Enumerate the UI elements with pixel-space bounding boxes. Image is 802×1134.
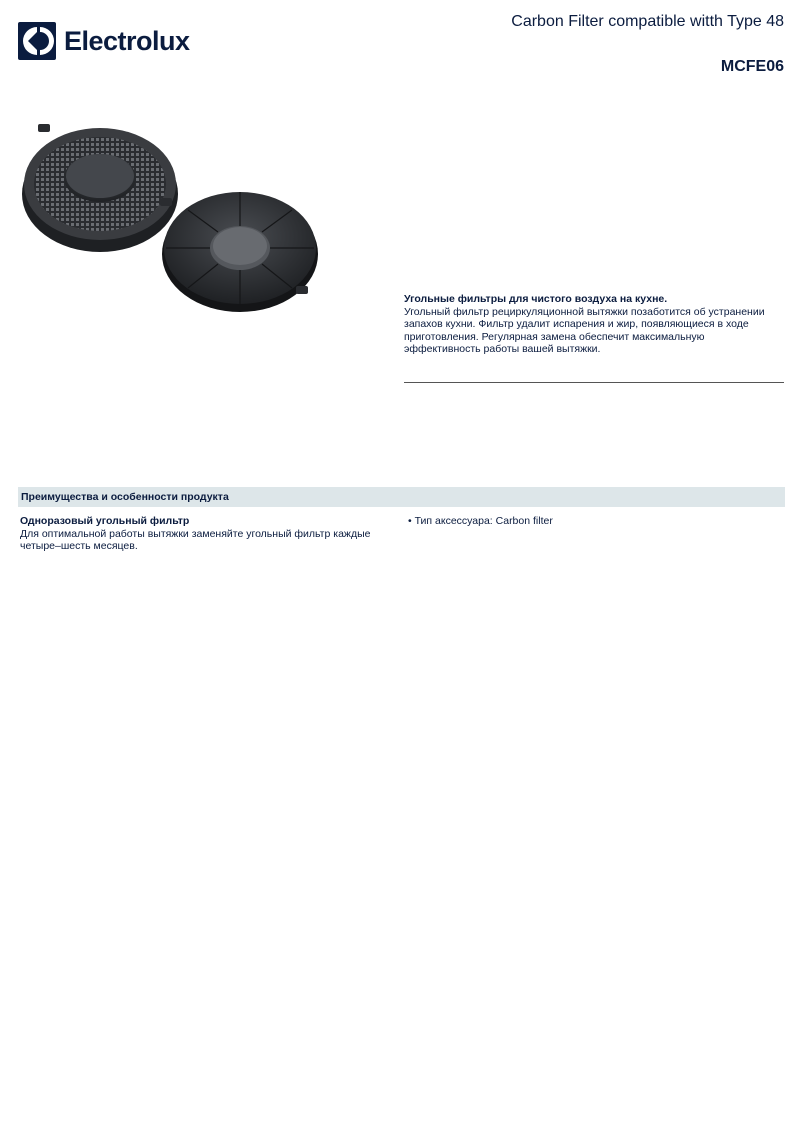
product-image bbox=[20, 112, 340, 312]
electrolux-logo-icon bbox=[18, 22, 56, 60]
intro-block bbox=[404, 293, 784, 356]
intro-heading: Угольные фильтры для чистого воздуха на кухне. bbox=[404, 293, 668, 305]
section-header bbox=[18, 487, 785, 507]
feature-item bbox=[20, 515, 390, 553]
filter-disc-right bbox=[162, 192, 318, 312]
divider bbox=[404, 382, 784, 383]
document-title: Carbon Filter compatible witth Type 48 bbox=[511, 13, 784, 30]
model-number: MCFE06 bbox=[720, 58, 784, 75]
intro-body: Угольный фильтр рециркуляционной вытяжки позаботится об устранении запахов кухни. Фильтр удалит испарения и жир, появляющиеся в ходе приготовления. Регулярная замена обеспечит максимальную эффективность работы вашей вытяжки. bbox=[404, 305, 765, 356]
feature-title: Одноразовый угольный фильтр bbox=[20, 515, 190, 527]
brand-logo bbox=[18, 22, 190, 60]
brand-name: Electrolux bbox=[64, 25, 190, 56]
filter-ring-left bbox=[22, 124, 178, 252]
spec-item: • Тип аксессуара: Carbon filter bbox=[408, 515, 553, 527]
feature-body: Для оптимальной работы вытяжки заменяйте угольный фильтр каждые четыре–шесть месяцев. bbox=[20, 527, 371, 553]
section-title: Преимущества и особенности продукта bbox=[21, 491, 229, 503]
